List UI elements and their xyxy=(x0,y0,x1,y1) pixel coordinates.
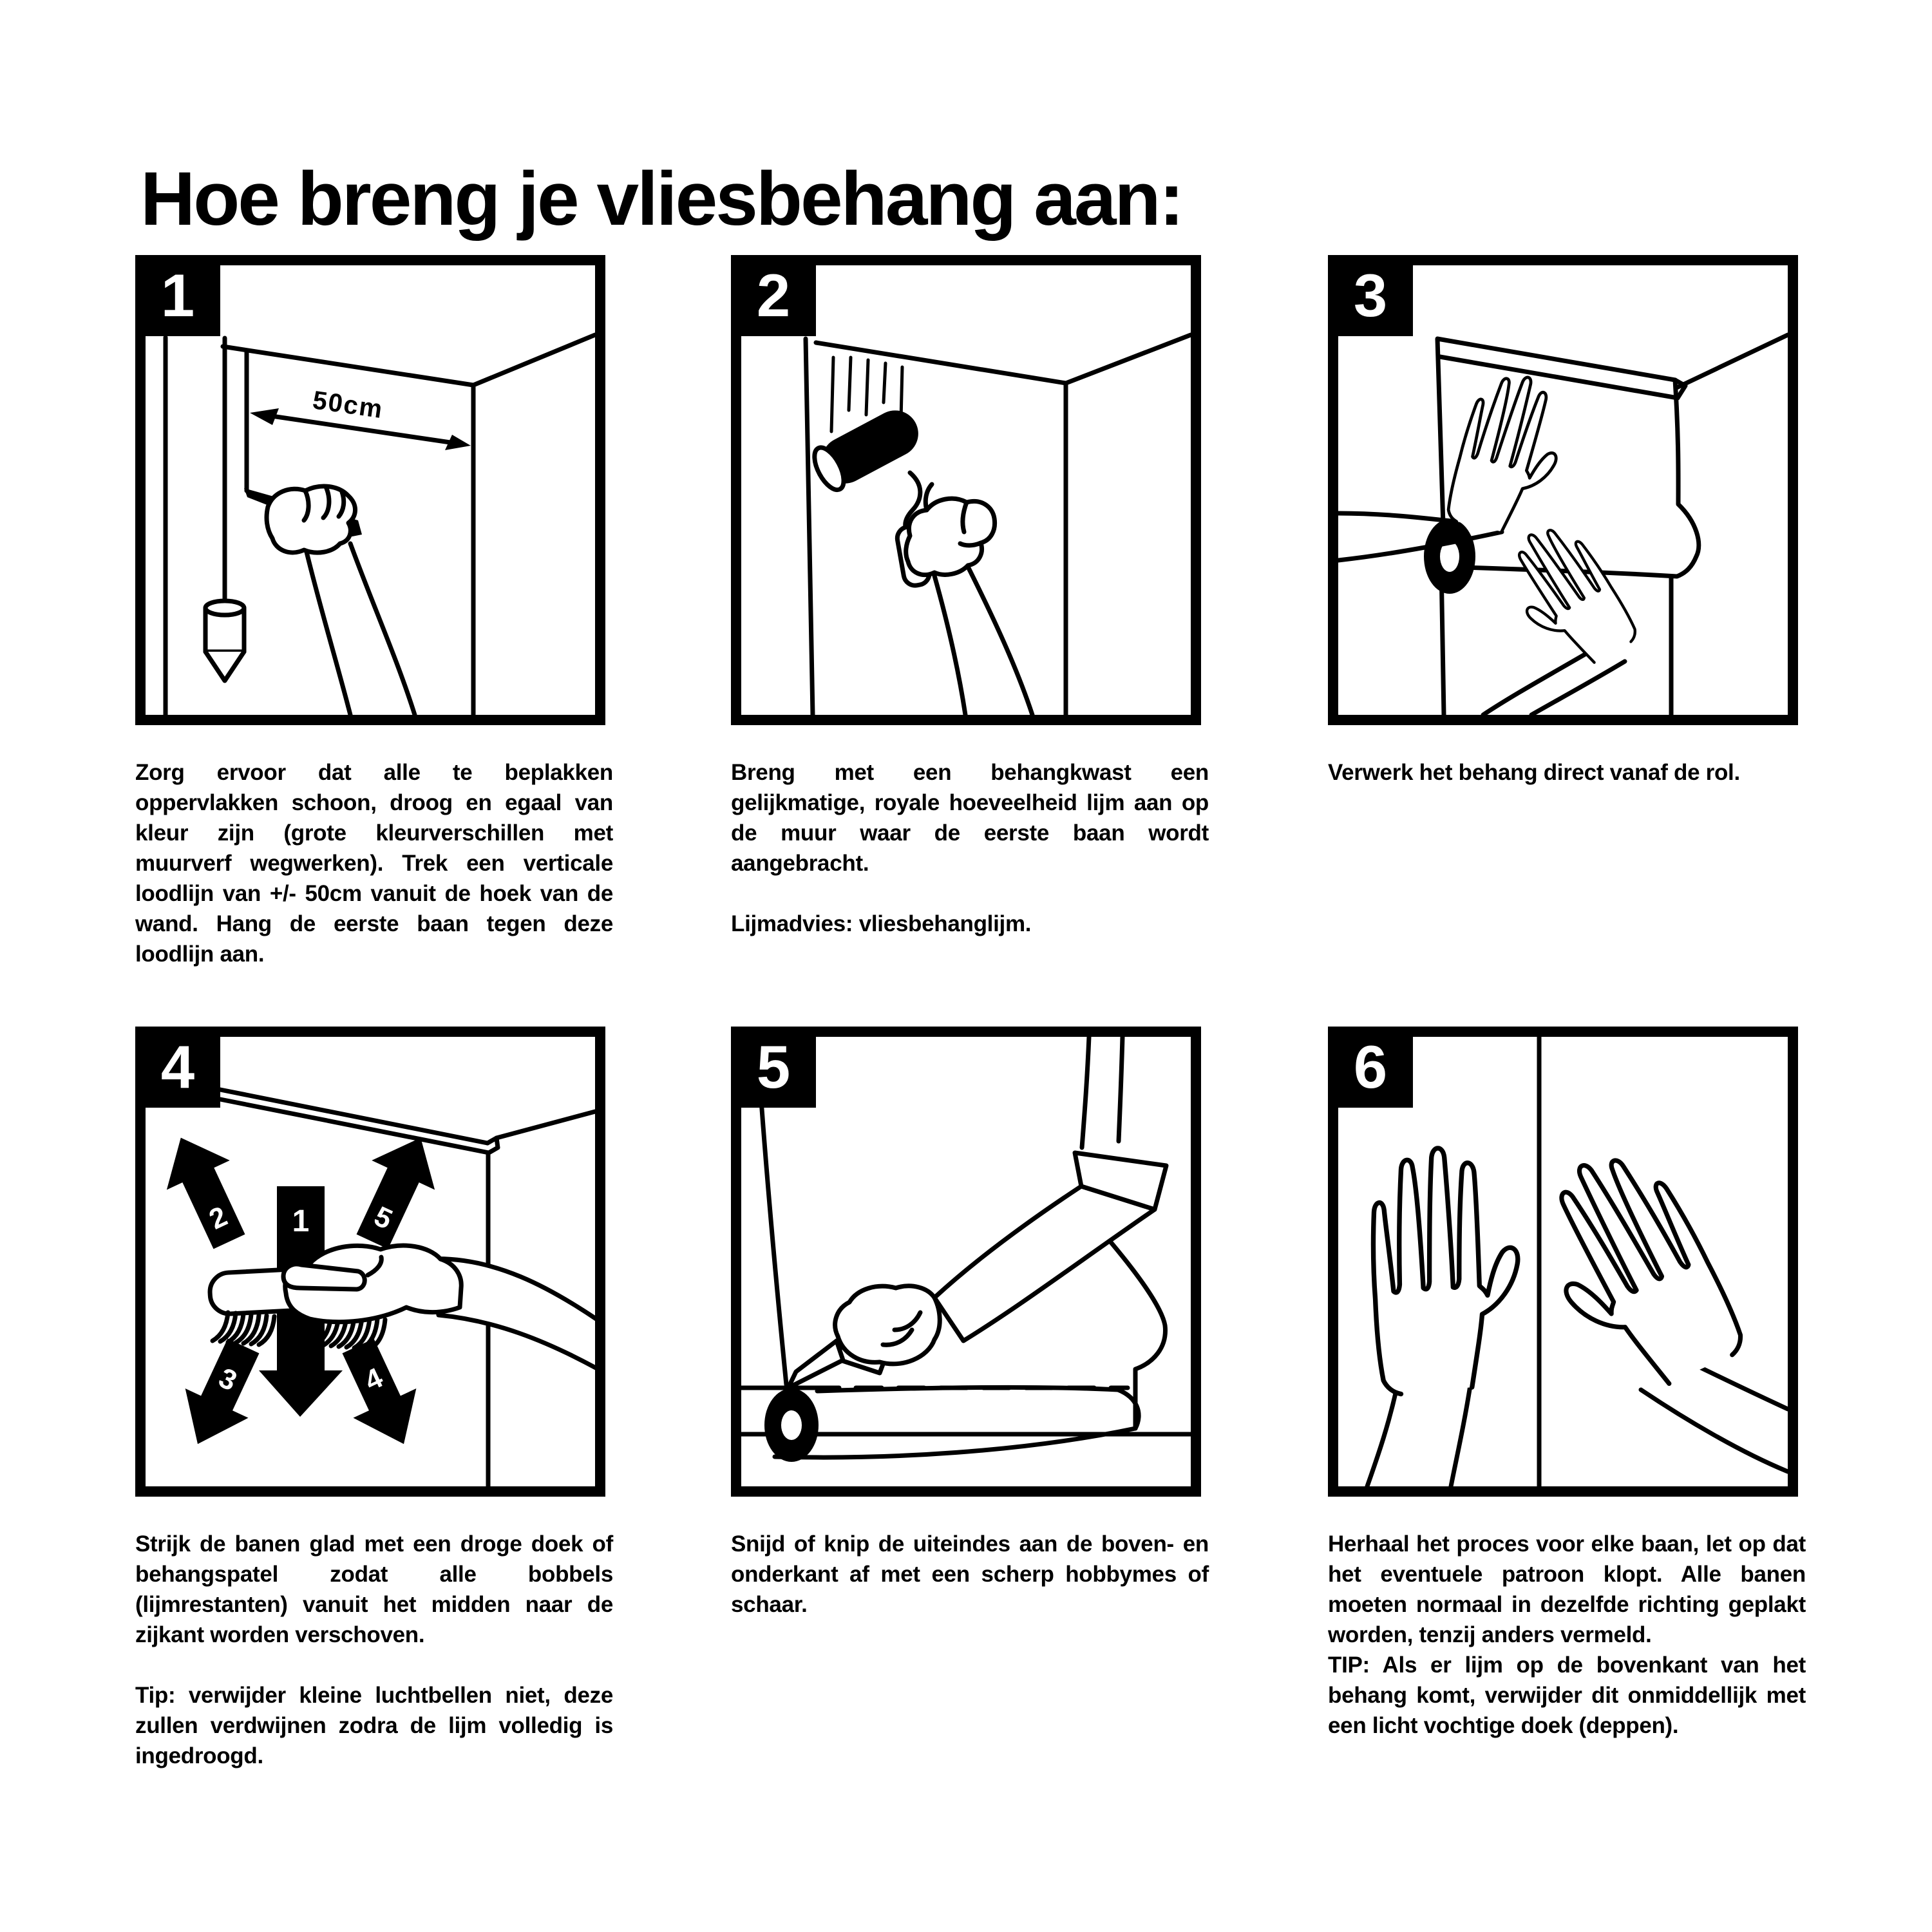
step-3-panel xyxy=(1328,255,1798,725)
caption-paragraph: TIP: Als er lijm op de bovenkant van het behang komt, verwijder dit onmiddellijk met een licht vochtige doek (deppen). xyxy=(1328,1653,1806,1738)
arrow-3-down-left xyxy=(166,1331,275,1459)
step-1-caption xyxy=(135,757,613,969)
step-number-badge xyxy=(731,255,816,336)
step-5-caption xyxy=(731,1529,1209,1620)
step-number: 5 xyxy=(756,1033,791,1101)
caption-paragraph: Verwerk het behang direct vanaf de rol. xyxy=(1328,760,1740,785)
svg-text:5: 5 xyxy=(369,1200,397,1236)
step-number-badge xyxy=(731,1027,816,1108)
step-2-caption xyxy=(731,757,1209,939)
svg-text:1: 1 xyxy=(292,1204,310,1238)
caption-paragraph: Lijmadvies: vliesbehanglijm. xyxy=(731,911,1032,936)
step-6-caption xyxy=(1328,1529,1806,1741)
step-number: 6 xyxy=(1353,1033,1388,1101)
arrow-2-up-left xyxy=(149,1123,261,1256)
caption-paragraph: Snijd of knip de uiteindes aan de boven- en onderkant af met een scherp hobbymes of schaar. xyxy=(731,1531,1209,1617)
left-hand xyxy=(1373,1148,1517,1394)
right-hand xyxy=(1515,1135,1756,1412)
svg-text:2: 2 xyxy=(204,1200,232,1236)
hand-holding-roller xyxy=(906,498,995,574)
caption-paragraph: Zorg ervoor dat alle te beplakken oppervlakken schoon, droog en egaal van kleur zijn (grote kleurverschillen met muurverf wegwerken). Trek een verticale loodlijn van +/- 50cm vanuit de hoek van de wand. Hang de eerste baan tegen deze loodlijn aan. xyxy=(135,760,613,967)
step-3-caption xyxy=(1328,757,1806,788)
step-5-panel xyxy=(731,1027,1201,1497)
svg-text:4: 4 xyxy=(359,1361,388,1397)
page-title: Hoe breng je vliesbehang aan: xyxy=(140,156,1182,242)
step-2 xyxy=(731,255,1213,939)
step-number: 4 xyxy=(160,1033,195,1101)
step-1-panel xyxy=(135,255,605,725)
step-number: 3 xyxy=(1353,261,1388,329)
step-number: 2 xyxy=(756,261,791,329)
caption-paragraph: Tip: verwijder kleine luchtbellen niet, deze zullen verdwijnen zodra de lijm volledig is ingedroogd. xyxy=(135,1683,613,1768)
paint-roller-icon xyxy=(809,402,927,495)
dimension-label: 50cm xyxy=(310,386,386,424)
step-2-panel xyxy=(731,255,1201,725)
step-number-badge xyxy=(135,1027,220,1108)
caption-paragraph: Herhaal het proces voor elke baan, let op dat het eventuele patroon klopt. Alle banen moeten normaal in dezelfde richting geplakt worden, tenzij anders vermeld. xyxy=(1328,1531,1806,1647)
strip-curl xyxy=(1107,1238,1165,1428)
step-4 xyxy=(135,1027,617,1771)
arrow-4-down-right xyxy=(327,1331,435,1459)
step-3 xyxy=(1328,255,1810,788)
step-4-caption xyxy=(135,1529,613,1771)
step-number-badge xyxy=(1328,1027,1413,1108)
step-1 xyxy=(135,255,617,969)
svg-text:3: 3 xyxy=(214,1361,242,1397)
step-4-panel xyxy=(135,1027,605,1497)
step-number: 1 xyxy=(160,261,195,329)
step-number-badge xyxy=(135,255,220,336)
caption-paragraph: Strijk de banen glad met een droge doek of behangspatel zodat alle bobbels (lijmrestanten) vanuit het midden naar de zijkant worden verschoven. xyxy=(135,1531,613,1647)
step-number-badge xyxy=(1328,255,1413,336)
step-6-panel xyxy=(1328,1027,1798,1497)
caption-paragraph: Breng met een behangkwast een gelijkmatige, royale hoeveelheid lijm aan op de muur waar de eerste baan wordt aangebracht. xyxy=(731,760,1209,876)
knife-blade xyxy=(788,1341,843,1388)
hand-holding-knife xyxy=(835,1286,940,1364)
forearm xyxy=(934,1186,1155,1341)
step-6 xyxy=(1328,1027,1810,1741)
step-5 xyxy=(731,1027,1213,1620)
